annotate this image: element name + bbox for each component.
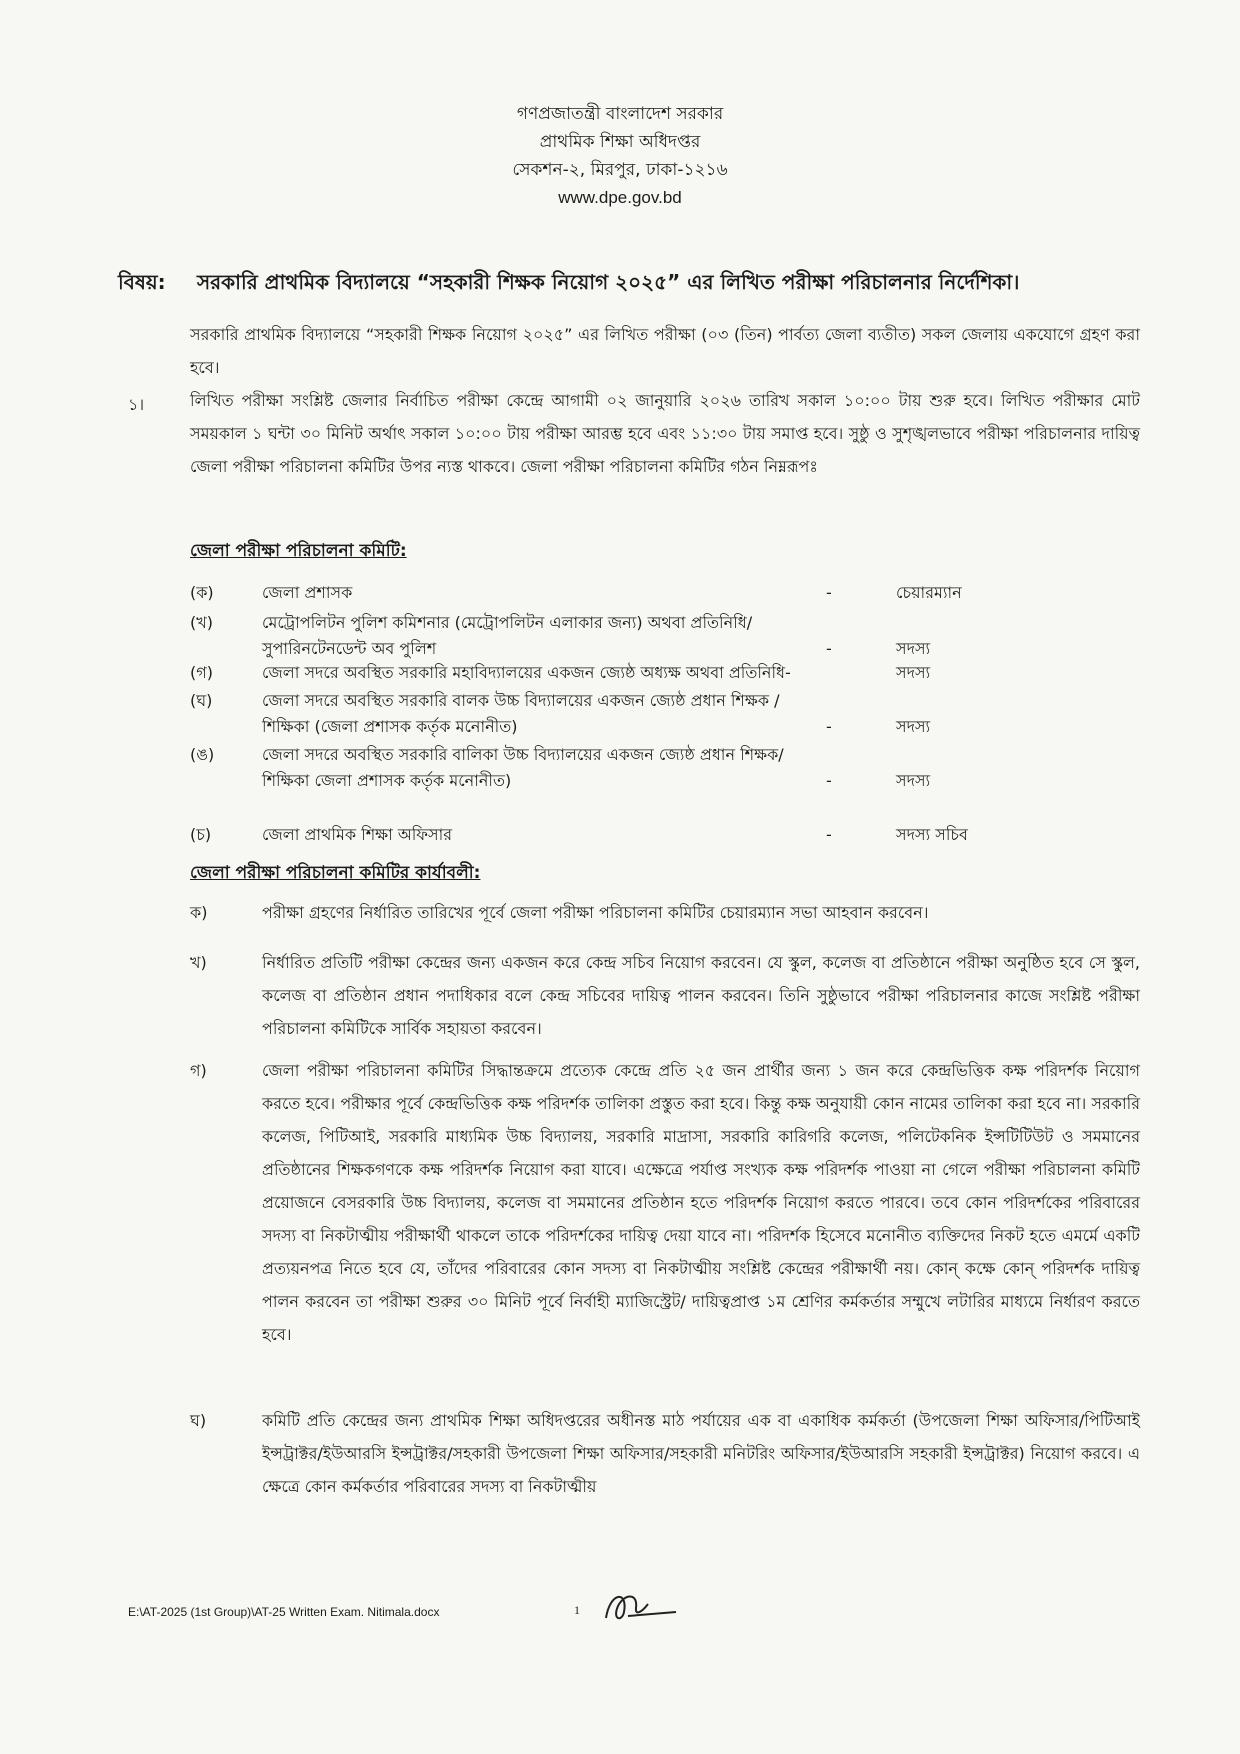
function-marker: ঘ) [190,1411,207,1430]
member-role: সদস্য সচিব [896,825,968,844]
function-text: জেলা পরীক্ষা পরিচালনা কমিটির সিদ্ধান্তক্রমে প্রত্যেক কেন্দ্রে প্রতি ২৫ জন প্রার্থীর জন্য ১ জন করে কেন্দ্রভিত্তিক কক্ষ পরিদর্শক নিয়োগ করতে হবে। পরীক্ষার পূর্বে কেন্দ্রভিত্তিক কক্ষ পরিদর্শক তালিকা প্রস্তুত করা হবে। কিন্তু কক্ষ অনুযায়ী কোন নামের তালিকা করা হবে না। সরকারি কলেজ, পিটিআই, সরকারি মাধ্যমিক উচ্চ বিদ্যালয়, সরকারি মাদ্রাসা, সরকারি কারিগরি কলেজ, পলিটেকনিক ইন্সটিটিউট ও সমমানের প্রতিষ্ঠানের শিক্ষকগণকে কক্ষ পরিদর্শক নিয়োগ করা যাবে। এক্ষেত্রে পর্যাপ্ত সংখ্যক কক্ষ পরিদর্শক পাওয়া না গেলে পরীক্ষা পরিচালনা কমিটি প্রয়োজনে বেসরকারি উচ্চ বিদ্যালয়, কলেজ বা সমমানের প্রতিষ্ঠান হতে পরিদর্শক নিয়োগ করতে পারবে। তবে কোন পরিদর্শকের পরিবারের সদস্য বা নিকটাত্মীয় পরীক্ষার্থী থাকলে তাকে পরিদর্শকের দায়িত্ব দেয়া যাবে না। পরিদর্শক হিসেবে মনোনীত ব্যক্তিদের নিকট হতে এমর্মে একটি প্রত্যয়নপত্র নিতে হবে যে, তাঁদের পরিবারের কোন সদস্য বা নিকটাত্মীয় সংশ্লিষ্ট কেন্দ্রের পরীক্ষার্থী নয়। কোন্ কক্ষে কোন্ পরিদর্শক দায়িত্ব পালন করবেন তা পরীক্ষা শুরুর ৩০ মিনিট পূর্বে নির্বাহী ম্যাজিস্ট্রেট/ দায়িত্বপ্রাপ্ত ১ম শ্রেণির কর্মকর্তার সম্মুখে লটারির মাধ্যমে নির্ধারণ করতে হবে। [262,1061,1140,1344]
member-role: চেয়ারম্যান [896,583,962,602]
member-text: জেলা প্রাথমিক শিক্ষা অফিসার [262,825,453,844]
member-role: সদস্য [896,639,931,658]
govt-name: গণপ্রজাতন্ত্রী বাংলাদেশ সরকার [516,104,724,124]
functions-title: জেলা পরীক্ষা পরিচালনা কমিটির কার্যাবলী: [190,863,481,883]
member-marker: (খ) [190,613,213,632]
function-text: পরীক্ষা গ্রহণের নির্ধারিত তারিখের পূর্বে জেলা পরীক্ষা পরিচালনা কমিটির চেয়ারম্যান সভা আহবান করবেন। [262,903,929,922]
member-marker: (গ) [190,663,213,682]
member-role: সদস্য [896,771,931,790]
page-number: 1 [574,1603,580,1617]
subject-label: বিষয়: [118,270,166,294]
member-text: জেলা সদরে অবস্থিত সরকারি মহাবিদ্যালয়ের একজন জ্যেষ্ঠ অধ্যক্ষ অথবা প্রতিনিধি- [262,663,791,682]
member-marker: (ঙ) [190,745,215,764]
committee-title: জেলা পরীক্ষা পরিচালনা কমিটি: [190,541,407,561]
member-dash: - [826,771,832,790]
member-marker: (ঘ) [190,691,213,710]
subject-text: সরকারি প্রাথমিক বিদ্যালয়ে “সহকারী শিক্ষক নিয়োগ ২০২৫” এর লিখিত পরীক্ষা পরিচালনার নির্দেশিকা। [196,270,1020,294]
function-text: কমিটি প্রতি কেন্দ্রের জন্য প্রাথমিক শিক্ষা অধিদপ্তরের অধীনস্ত মাঠ পর্যায়ের এক বা একাধিক কর্মকর্তা (উপজেলা শিক্ষা অফিসার/পিটিআই ইন্সট্রাক্টর/ইউআরসি ইন্সট্রাক্টর/সহকারী উপজেলা শিক্ষা অফিসার/সহকারী মনিটরিং অফিসার/ইউআরসি সহকারী ইন্সট্রাক্টর) নিয়োগ করবে। এ ক্ষেত্রে কোন কর্মকর্তার পরিবারের সদস্য বা নিকটাত্মীয় [262,1411,1140,1496]
member-dash: - [826,639,832,658]
function-text: নির্ধারিত প্রতিটি পরীক্ষা কেন্দ্রের জন্য একজন করে কেন্দ্র সচিব নিয়োগ করবেন। যে স্কুল, কলেজ বা প্রতিষ্ঠানে পরীক্ষা অনুষ্ঠিত হবে সে স্কুল, কলেজ বা প্রতিষ্ঠান প্রধান পদাধিকার বলে কেন্দ্র সচিবের দায়িত্ব পালন করবেন। তিনি সুষ্ঠুভাবে পরীক্ষা পরিচালনার কাজে সংশ্লিষ্ট পরীক্ষা পরিচালনা কমিটিকে সার্বিক সহায়তা করবেন। [262,953,1140,1038]
department-name: প্রাথমিক শিক্ষা অধিদপ্তর [539,132,701,152]
member-dash: - [826,825,832,844]
function-marker: ক) [190,903,208,922]
point-1-text: লিখিত পরীক্ষা সংশ্লিষ্ট জেলার নির্বাচিত পরীক্ষা কেন্দ্রে আগামী ০২ জানুয়ারি ২০২৬ তারিখ সকাল ১০:০০ টায় শুরু হবে। লিখিত পরীক্ষার মোট সময়কাল ১ ঘন্টা ৩০ মিনিট অর্থাৎ সকাল ১০:০০ টায় পরীক্ষা আরম্ভ হবে এবং ১১:৩০ টায় সমাপ্ত হবে। সুষ্ঠু ও সুশৃঙ্খলভাবে পরীক্ষা পরিচালনার দায়িত্ব জেলা পরীক্ষা পরিচালনা কমিটির উপর ন্যস্ত থাকবে। জেলা পরীক্ষা পরিচালনা কমিটির গঠন নিম্নরূপঃ [190,391,1140,476]
function-marker: গ) [190,1061,207,1080]
subject-line [118,268,1148,301]
letterhead [0,100,1240,212]
point-number: ১। [128,395,145,414]
website-link[interactable]: www.dpe.gov.bd [558,188,682,207]
footer-file-path: E:\AT-2025 (1st Group)\AT-25 Written Exam. Nitimala.docx [128,1605,440,1619]
member-role: সদস্য [896,663,931,682]
member-dash: - [826,717,832,736]
function-marker: খ) [190,953,207,972]
member-role: সদস্য [896,717,931,736]
member-dash: - [826,583,832,602]
intro-paragraph: সরকারি প্রাথমিক বিদ্যালয়ে “সহকারী শিক্ষক নিয়োগ ২০২৫” এর লিখিত পরীক্ষা (০৩ (তিন) পার্বত্য জেলা ব্যতীত) সকল জেলায় একযোগে গ্রহণ করা হবে। [190,325,1140,377]
member-text: জেলা সদরে অবস্থিত সরকারি বালক উচ্চ বিদ্যালয়ের একজন জ্যেষ্ঠ প্রধান শিক্ষক /শিক্ষিকা (জেলা প্রশাসক কর্তৃক মনোনীত) [262,691,780,736]
office-address: সেকশন-২, মিরপুর, ঢাকা-১২১৬ [512,160,728,180]
signature-image [598,1582,678,1628]
member-text: জেলা সদরে অবস্থিত সরকারি বালিকা উচ্চ বিদ্যালয়ের একজন জ্যেষ্ঠ প্রধান শিক্ষক/শিক্ষিকা জেলা প্রশাসক কর্তৃক মনোনীত) [262,745,784,790]
member-text: জেলা প্রশাসক [262,583,353,602]
member-marker: (ক) [190,583,214,602]
member-marker: (চ) [190,825,212,844]
member-text: মেট্রোপলিটন পুলিশ কমিশনার (মেট্রোপলিটন এলাকার জন্য) অথবা প্রতিনিধি/ সুপারিনটেনডেন্ট অব পুলিশ [262,613,753,658]
